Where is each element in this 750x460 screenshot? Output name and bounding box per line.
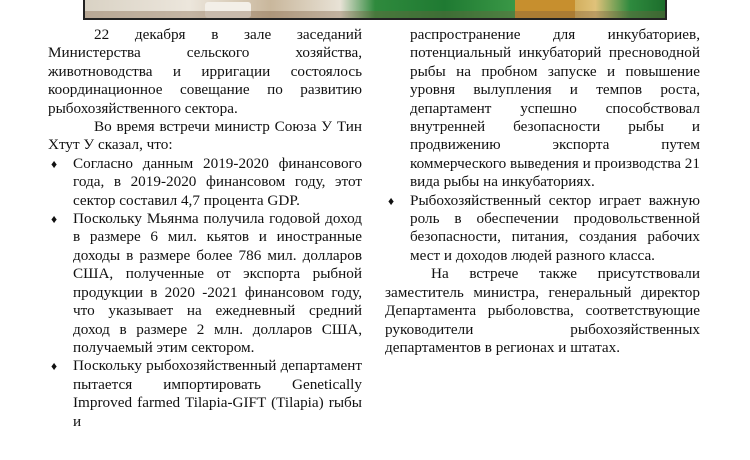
bullet-text: Поскольку Мьянма получила годовой доход в размере 6 мил. кьятов и иностранные доходы в размере более 786 мил. долларов США, полученные от экспорта рыбной продукции в 2020 -2021 финансовом году, что указывает на ежедневный средний доход в размере 2 млн. долларов США, получаемый этим сектором. [73,210,362,356]
bullet-diamond-icon: ♦ [51,156,58,171]
bullet-text: Рыбохозяйственный сектор играет важную роль в обеспечении продовольственной безопасности, питания, создания рабочих мест и доходов людей разного класса. [410,191,700,264]
bullet-diamond-icon: ♦ [388,193,395,208]
header-photo [83,0,667,20]
bullet-diamond-icon: ♦ [51,212,58,227]
bullet-item [48,210,362,357]
bullet-item [48,357,362,431]
closing-paragraph: На встрече также присутствовали заместитель министра, генеральный директор Департамента рыболовства, соответствующие руководители рыбохозяйственных департаментов в регионах и штатах. [385,265,700,356]
left-column [48,26,362,431]
minister-paragraph: Во время встречи министр Союза У Тин Хтут У сказал, что: [48,118,362,154]
right-column [385,26,700,357]
intro-paragraph: 22 декабря в зале заседаний Министерства сельского хозяйства, животноводства и ирригации состоялось координационное совещание по развитию рыбохозяйственного сектора. [48,26,362,117]
photo-table-edge [85,11,665,18]
bullet-text: Поскольку рыбохозяйственный департамент пытается импортировать Genetically Improved farmed Tilapia-GIFT (Tilapia) rыбы и [73,357,362,430]
continued-paragraph: распространение для инкубаториев, потенциальный инкубаторий пресноводной рыбы на пробном запуске и повышение уровня вылупления и темпов роста, департамент успешно способствовал внутренней безопасности рыбы и продвижению экспорта путем коммерческого выведения и производства 21 вида рыбы на инкубаториях. [410,26,700,191]
bullet-item [48,155,362,210]
bullet-diamond-icon: ♦ [51,359,58,374]
bullet-text: Согласно данным 2019-2020 финансового года, в 2019-2020 финансовом году, этот сектор составил 4,7 процента GDP. [73,154,362,209]
bullet-item [385,192,700,266]
